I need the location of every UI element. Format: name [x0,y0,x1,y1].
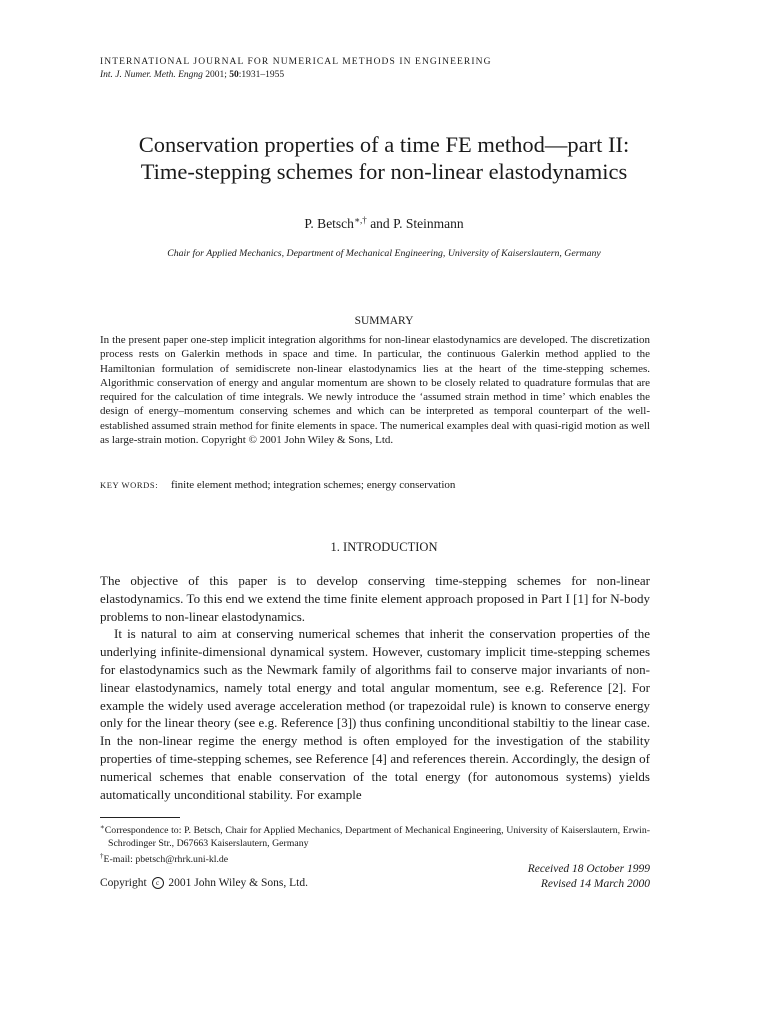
keywords-value: finite element method; integration schemes; energy conservation [170,479,456,491]
intro-paragraph: It is natural to aim at conserving numerical schemes that inherit the conservation properties of the underlying infinite-dimensional dynamical system. However, customary implicit time-stepping schemes for elastodynamics such as the Newmark family of algorithms fail to conserve major invariants of non-linear elastodynamics, namely total energy and total angular momentum, see e.g. Reference [2]. For example the widely used average acceleration method (or trapezoidal rule) is known to conserve energy only for the linear theory (see e.g. Reference [3]) thus confining unconditional stabiltiy to the linear case. In the non-linear regime the energy method is often employed for the investigation of the stability properties of time-stepping schemes, see Reference [4] and references therein. Accordingly, the design of numerical schemes that enable conservation of the total energy (for autonomous systems) yields automatically unconditional stability. For example [100,626,650,802]
author-connector: and [366,216,394,231]
footnote-correspondence [100,821,650,850]
journal-pages: :1931–1955 [238,70,285,80]
summary-body: In the present paper one-step implicit integration algorithms for non-linear elastodynamics are developed. The discretization process rests on Galerkin methods in space and time. In particular, the continuous Galerkin method applied to the Hamiltonian formulation of semidiscrete non-linear elastodynamics lies at the heart of the time-stepping schemes. Algorithmic conservation of energy and angular momentum are shown to be closely related to quadrature formulas that are required for the calculation of time integrals. We newly introduce the ‘assumed strain method in time’ which enables the design of energy–momentum conserving schemes and which can be interpreted as temporal counterpart of the well-established assumed strain method for finite elements in space. The numerical examples deal with quasi-rigid motion as well as large-strain motion. Copyright © 2001 John Wiley & Sons, Ltd. [100,334,650,447]
introduction-body [100,572,650,803]
author-second: P. Steinmann [393,216,464,231]
keywords-label: KEY WORDS: [100,480,159,490]
author-first-marks: ∗,† [353,215,367,225]
copyright-prefix: Copyright [100,877,147,889]
footnote-mark: ∗ [100,823,105,831]
journal-volume: 50 [229,70,239,80]
paper-title-line-1: Conservation properties of a time FE method—part II: [138,132,630,157]
copyright-icon: c [152,877,164,889]
footnote-mark: † [100,852,104,861]
footnote-rule [100,817,180,818]
received-dates [528,862,650,892]
paper-title-line-2: Time-stepping schemes for non-linear elastodynamics [140,159,628,184]
affiliation: Chair for Applied Mechanics, Department of Mechanical Engineering, University of Kaiserslautern, Germany [167,248,601,259]
copyright-line [100,877,308,889]
intro-paragraph: The objective of this paper is to develop conserving time-stepping schemes for non-linear elastodynamics. To this end we extend the time finite element approach proposed in Part I [1] for N-body problems to non-linear elastodynamics. [100,573,650,624]
section-heading-introduction: 1. INTRODUCTION [330,540,438,554]
keywords [100,479,650,491]
footnote-text: E-mail: pbetsch@rhrk.uni-kl.de [103,854,229,866]
journal-year: 2001; [205,70,227,80]
footnote-text: Correspondence to: P. Betsch, Chair for Applied Mechanics, Department of Mechanical Engineering, University of Kaiserslautern, Erwin-Schrodinger Str., D67663 Kaiserslautern, Germany [104,825,650,849]
footnotes [100,821,650,867]
author-list [60,215,708,232]
journal-abbrev: Int. J. Numer. Meth. Engng [100,70,203,80]
author-first: P. Betsch [304,216,354,231]
revised-date: Revised 14 March 2000 [540,878,650,890]
journal-name: INTERNATIONAL JOURNAL FOR NUMERICAL METHODS IN ENGINEERING [100,57,492,67]
summary-heading: SUMMARY [354,315,414,327]
journal-citation [100,70,284,80]
received-date: Received 18 October 1999 [527,863,650,875]
copyright-text: 2001 John Wiley & Sons, Ltd. [168,877,308,889]
